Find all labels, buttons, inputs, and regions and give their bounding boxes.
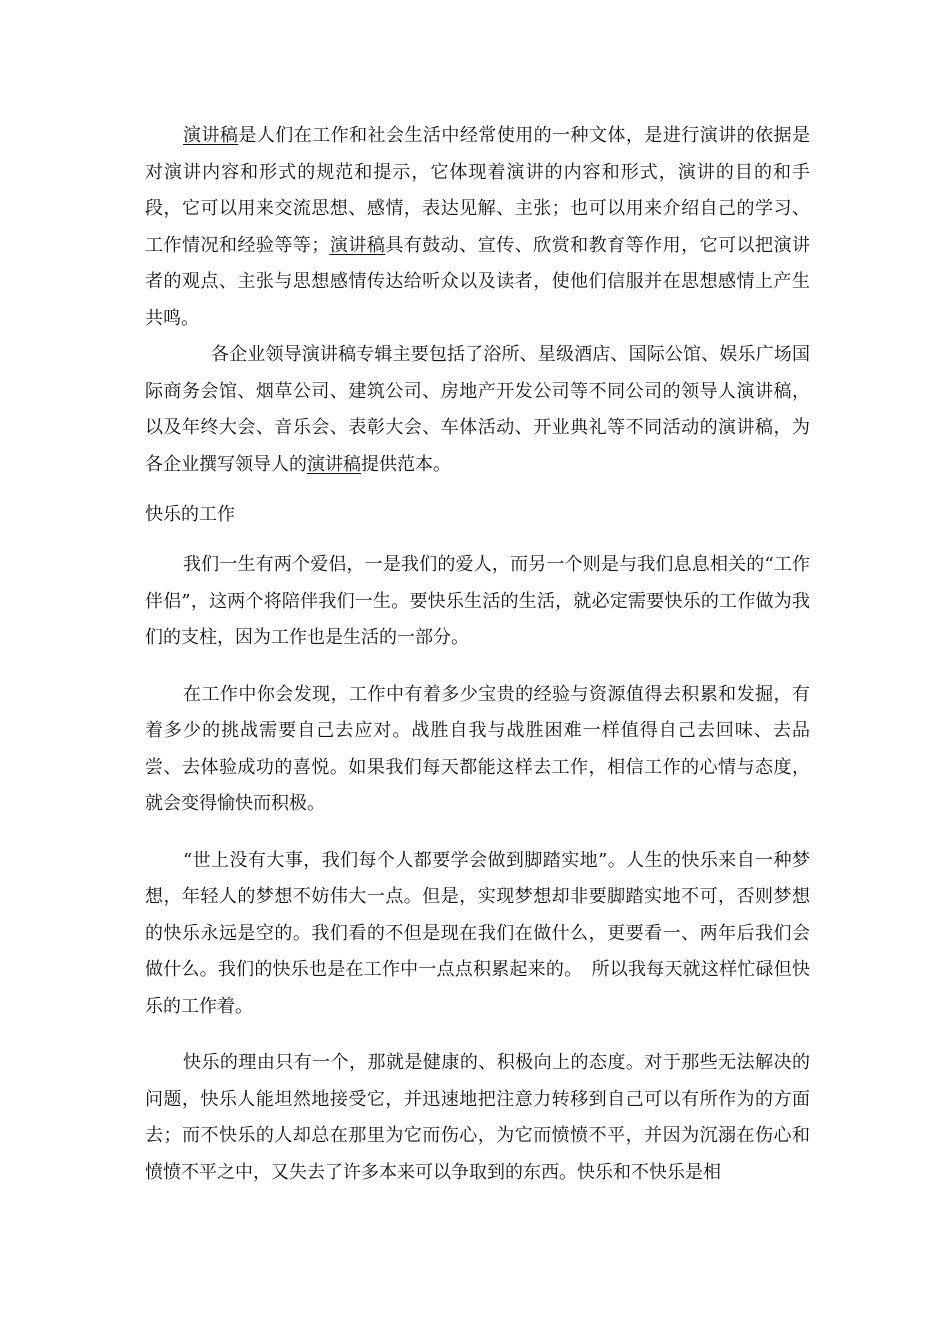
article-paragraph: 我们一生有两个爱侣，一是我们的爱人，而另一个则是与我们息息相关的“工作伴侣”，这两个将陪伴我们一生。要快乐生活的生活，就必定需要快乐的工作做为我们的支柱，因为工作也是生活的一部分。 bbox=[145, 554, 810, 648]
intro-paragraph-2 bbox=[145, 337, 810, 483]
article-paragraph: “世上没有大事，我们每个人都要学会做到脚踏实地”。人生的快乐来自一种梦想，年轻人的梦想不妨伟大一点。但是，实现梦想却非要脚踏实地不可，否则梦想的快乐永远是空的。我们看的不但是现在我们在做什么，更要看一、两年后我们会做什么。我们的快乐也是在工作中一点点积累起来的。 所以我每天就这样忙碌但快乐的工作着。 bbox=[145, 849, 810, 1017]
speech-draft-link[interactable]: 演讲稿 bbox=[307, 453, 361, 475]
intro-paragraph-2-text-b: 提供范本。 bbox=[361, 453, 451, 475]
document-page bbox=[145, 118, 810, 1191]
article-paragraph: 快乐的理由只有一个，那就是健康的、积极向上的态度。对于那些无法解决的问题，快乐人能坦然地接受它，并迅速地把注意力转移到自己可以有所作为的方面去；而不快乐的人却总在那里为它而伤心，为它而愤愤不平，并因为沉溺在伤心和愤愤不平之中，又失去了许多本来可以争取到的东西。快乐和不快乐是相 bbox=[145, 1052, 810, 1183]
speech-draft-link[interactable]: 演讲稿 bbox=[183, 125, 239, 146]
intro-paragraph-1 bbox=[145, 118, 810, 337]
article-paragraph: 在工作中你会发现，工作中有着多少宝贵的经验与资源值得去积累和发掘，有着多少的挑战需要自己去应对。战胜自我与战胜困难一样值得自己去回味、去品尝、去体验成功的喜悦。如果我们每天都能这样去工作，相信工作的心情与态度，就会变得愉快而积极。 bbox=[145, 683, 810, 814]
speech-draft-link[interactable]: 演讲稿 bbox=[329, 234, 386, 256]
intro-paragraph-1-text-a: 是人们在工作和社会生活中经常使用的一种文体，是进行演讲的依据是对演讲内容和形式的规范和提示，它体现着演讲的内容和形式，演讲的目的和手段，它可以用来交流思想、感情，表达见解、主张；也可以用来介绍自己的学习、工作情况和经验等等； bbox=[145, 125, 811, 256]
article-title: 快乐的工作 bbox=[145, 504, 235, 525]
intro-paragraph-2-text-a: 各企业领导演讲稿专辑主要包括了浴所、星级酒店、国际公馆、娱乐广场国际商务会馆、烟草公司、建筑公司、房地产开发公司等不同公司的领导人演讲稿，以及年终大会、音乐会、表彰大会、车体活动、开业典礼等不同活动的演讲稿，为各企业撰写领导人的 bbox=[145, 344, 810, 475]
intro-paragraph-1-text-b: 具有鼓动、宣传、欣赏和教育等作用，它可以把演讲者的观点、主张与思想感情传达给听众以及读者，使他们信服并在思想感情上产生共鸣。 bbox=[145, 234, 811, 329]
